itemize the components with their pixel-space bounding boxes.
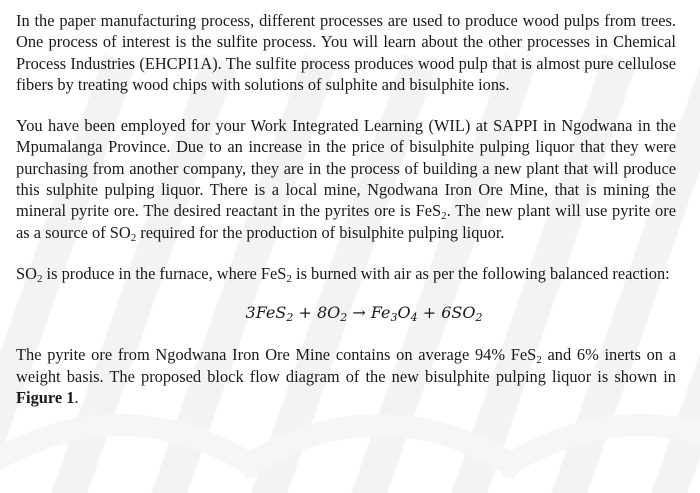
paragraph-pyrite-text-3: . [74, 387, 79, 407]
equation-term: O [397, 303, 411, 323]
paragraph-intro-text: In the paper manufacturing process, different processes are used to produce wood pulps from trees. One process of interest is the sulfite process. You will learn about the other processes in Chemical Process Industries (EHCPI1A). The sulfite process produces wood pulp that is almost pure cellulose fibers by treating wood chips with solutions of sulphite and bisulphite ions. [16, 11, 676, 94]
subscript: 2 [130, 231, 137, 244]
subscript: 3 [390, 311, 398, 325]
equation-term: 3FeS [245, 303, 287, 323]
paragraph-employment-text-1: You have been employed for your Work Integrated Learning (WIL) at SAPPI in Ngodwana in the Mpumalanga Province. Due to an increase in the price of bisulphite pulping liquor that they were purchasing from another company, they are in the process of building a new plant that will produce this sulphite pulping liquor. There is a local mine, Ngodwana Iron Ore Mine, that is mining the mineral pyrite ore. The desired reactant in the pyrites ore is FeS [16, 116, 676, 221]
figure-reference: Figure 1 [16, 387, 75, 407]
equation-term: Fe [370, 303, 391, 323]
paragraph-furnace-text-2: is produce in the furnace, where FeS [42, 263, 287, 283]
equation-operator: + [417, 303, 442, 323]
paragraph-pyrite-text-2: and 6% inerts on a weight basis. The proposed block flow diagram of the new bisulphite pulping liquor is shown in [16, 345, 676, 386]
subscript: 2 [536, 354, 542, 367]
equation-operator: + [293, 303, 317, 323]
paragraph-furnace-text-1: SO [16, 263, 37, 283]
equation-term: 8O [316, 303, 341, 323]
paragraph-intro [16, 10, 676, 95]
reaction-arrow-icon: → [347, 303, 371, 323]
subscript: 2 [36, 272, 43, 285]
subscript: 2 [340, 311, 348, 325]
paragraph-pyrite-text-1: The pyrite ore from Ngodwana Iron Ore Mine contains on average 94% FeS [16, 345, 537, 365]
equation-term: 6SO [441, 303, 476, 323]
subscript: 2 [286, 272, 292, 285]
paragraph-employment-text-2: . The new plant will use pyrite ore as a source of SO [16, 201, 676, 242]
paragraph-furnace [16, 263, 676, 284]
paragraph-furnace-text-3: is burned with air as per the following balanced reaction: [291, 263, 670, 283]
subscript: 2 [441, 210, 447, 223]
subscript: 2 [475, 311, 483, 325]
subscript: 4 [410, 311, 418, 325]
reaction-equation [16, 302, 676, 324]
paragraph-employment [16, 115, 676, 243]
subscript: 2 [286, 311, 294, 325]
document-page [16, 10, 676, 408]
paragraph-pyrite-ore [16, 344, 676, 408]
paragraph-employment-text-3: required for the production of bisulphite pulping liquor. [136, 222, 505, 242]
